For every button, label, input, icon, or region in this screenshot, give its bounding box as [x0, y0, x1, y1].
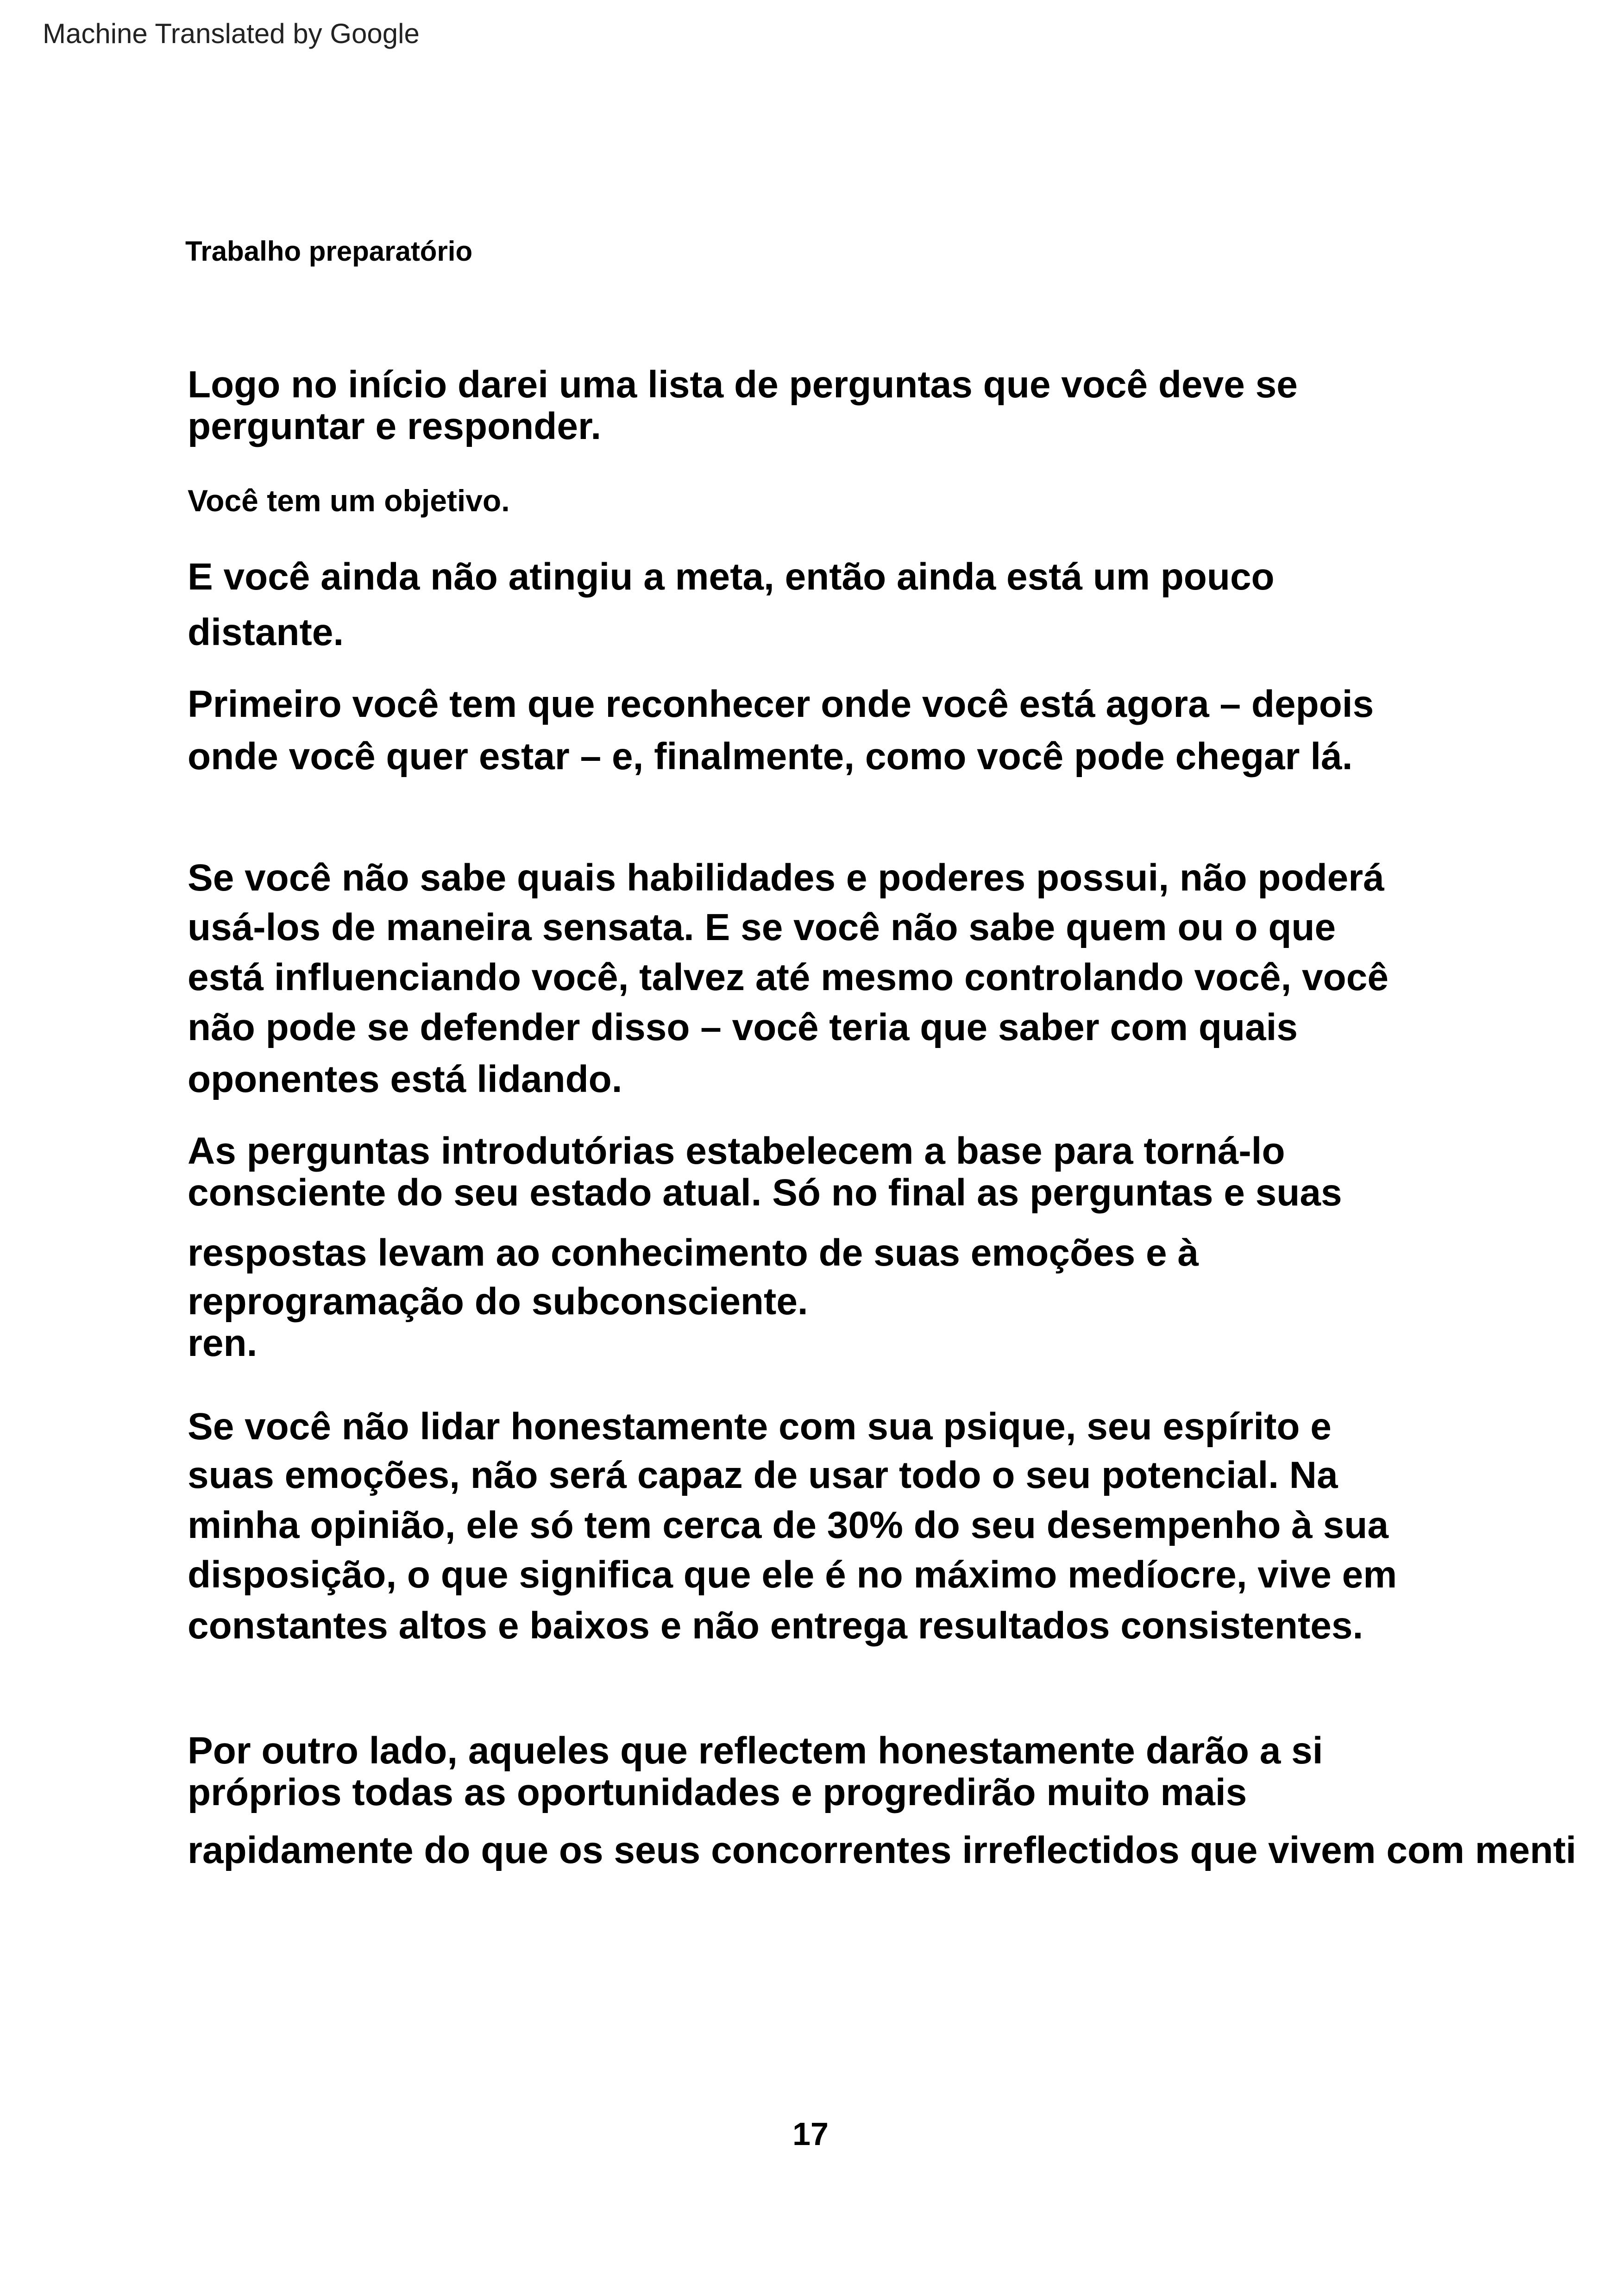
- paragraph-7-line-2: suas emoções, não será capaz de usar todo o seu potencial. Na: [188, 1454, 1338, 1496]
- paragraph-6-line-5: ren.: [188, 1322, 258, 1364]
- paragraph-7-line-5: constantes altos e baixos e não entrega resultados consistentes.: [188, 1605, 1363, 1647]
- paragraph-3-line-1: E você ainda não atingiu a meta, então ainda está um pouco: [188, 556, 1275, 598]
- paragraph-7-line-3: minha opinião, ele só tem cerca de 30% do seu desempenho à sua: [188, 1504, 1389, 1546]
- paragraph-1-line-1: Logo no início darei uma lista de perguntas que você deve se: [188, 364, 1298, 406]
- page-number: 17: [792, 2116, 829, 2152]
- paragraph-8-line-2: próprios todas as oportunidades e progredirão muito mais: [188, 1771, 1247, 1813]
- paragraph-7-line-1: Se você não lidar honestamente com sua psique, seu espírito e: [188, 1405, 1332, 1448]
- paragraph-7-line-4: disposição, o que significa que ele é no máximo medíocre, vive em: [188, 1554, 1397, 1596]
- paragraph-8-line-1: Por outro lado, aqueles que reflectem honestamente darão a si: [188, 1730, 1323, 1772]
- paragraph-4-line-1: Primeiro você tem que reconhecer onde você está agora – depois: [188, 683, 1374, 725]
- section-heading: Trabalho preparatório: [185, 236, 473, 267]
- paragraph-6-line-4: reprogramação do subconsciente.: [188, 1280, 808, 1323]
- paragraph-4-line-2: onde você quer estar – e, finalmente, como você pode chegar lá.: [188, 735, 1353, 778]
- paragraph-2-line-1: Você tem um objetivo.: [188, 483, 510, 518]
- machine-translation-banner: Machine Translated by Google: [43, 18, 420, 49]
- paragraph-5-line-2: usá-los de maneira sensata. E se você não sabe quem ou o que: [188, 906, 1336, 948]
- paragraph-5-line-1: Se você não sabe quais habilidades e poderes possui, não poderá: [188, 857, 1384, 899]
- paragraph-6-line-3: respostas levam ao conhecimento de suas emoções e à: [188, 1232, 1199, 1274]
- paragraph-1-line-2: perguntar e responder.: [188, 405, 602, 447]
- paragraph-8-line-3: rapidamente do que os seus concorrentes irreflectidos que vivem com menti: [188, 1829, 1577, 1871]
- paragraph-3-line-2: distante.: [188, 611, 344, 653]
- paragraph-5-line-5: oponentes está lidando.: [188, 1058, 622, 1100]
- paragraph-6-line-2: consciente do seu estado atual. Só no final as perguntas e suas: [188, 1172, 1342, 1214]
- paragraph-5-line-3: está influenciando você, talvez até mesmo controlando você, você: [188, 956, 1389, 998]
- paragraph-5-line-4: não pode se defender disso – você teria que saber com quais: [188, 1006, 1298, 1048]
- paragraph-6-line-1: As perguntas introdutórias estabelecem a base para torná-lo: [188, 1130, 1285, 1172]
